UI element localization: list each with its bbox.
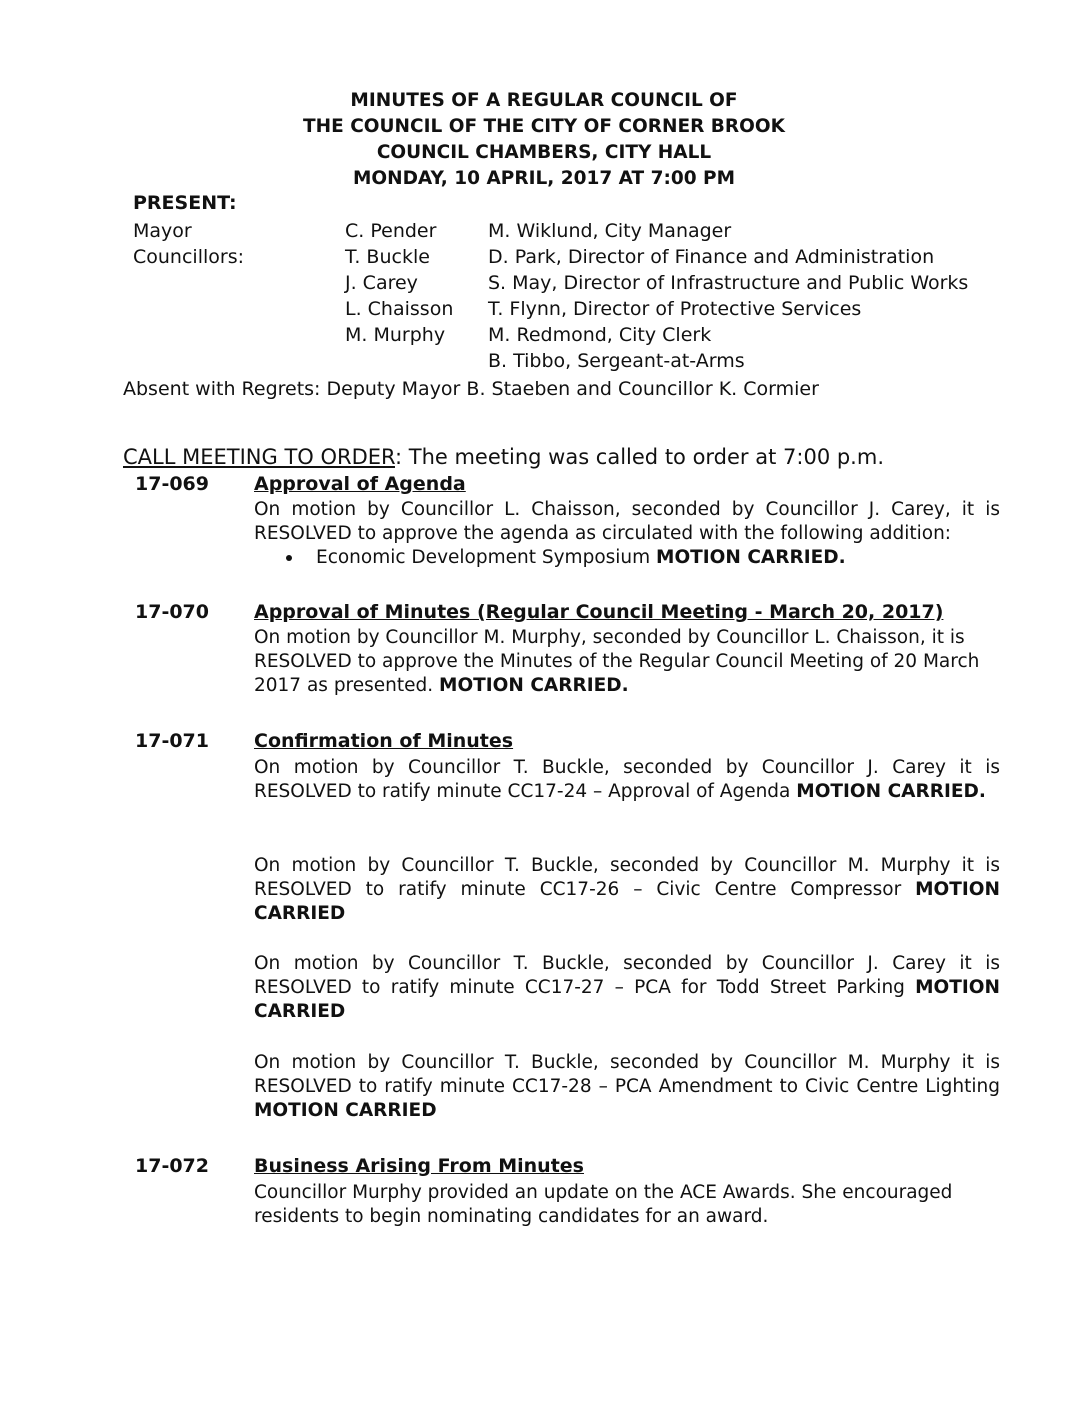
staff-entry: D. Park, Director of Finance and Administration xyxy=(488,246,935,268)
motion-text: On motion by Councillor T. Buckle, seconded by Councillor M. Murphy it is RESOLVED to ratify minute CC17-26 – Civic Centre Compressor xyxy=(254,855,1000,900)
item-title: Confirmation of Minutes xyxy=(254,730,514,752)
role-councillors: Councillors: xyxy=(133,246,244,268)
header-line-3: COUNCIL CHAMBERS, CITY HALL xyxy=(376,142,712,163)
staff-entry: B. Tibbo, Sergeant-at-Arms xyxy=(488,350,745,372)
motion-result: MOTION CARRIED xyxy=(254,879,1000,924)
motion-text: On motion by Councillor L. Chaisson, seconded by Councillor J. Carey, it is RESOLVED to approve the agenda as circulated with the following addition: xyxy=(254,499,1000,544)
motion-result: MOTION CARRIED xyxy=(254,1100,437,1121)
bullet-icon xyxy=(286,555,292,561)
role-mayor: Mayor xyxy=(133,220,192,242)
member-name: C. Pender xyxy=(345,220,437,242)
item-text: Councillor Murphy provided an update on the ACE Awards. She encouraged residents to begin nominating candidates for an award. xyxy=(254,1182,953,1227)
item-body xyxy=(254,1051,1000,1123)
motion-text: On motion by Councillor T. Buckle, seconded by Councillor J. Carey it is RESOLVED to ratify minute CC17-27 – PCA for Todd Street Parking xyxy=(254,953,1000,998)
document-header xyxy=(0,88,1088,192)
motion-text: On motion by Councillor T. Buckle, seconded by Councillor J. Carey it is RESOLVED to ratify minute CC17-24 – Approval of Agenda xyxy=(254,757,1000,802)
item-body xyxy=(254,498,1000,546)
motion-result: MOTION CARRIED xyxy=(254,977,1000,1022)
agenda-addition xyxy=(286,547,846,568)
item-number: 17-071 xyxy=(135,730,209,752)
motion-result: MOTION CARRIED. xyxy=(656,547,846,568)
members-column xyxy=(345,218,453,348)
header-line-1: MINUTES OF A REGULAR COUNCIL OF xyxy=(350,90,738,111)
item-title: Approval of Agenda xyxy=(254,473,466,495)
member-name: J. Carey xyxy=(345,272,418,294)
motion-text: On motion by Councillor T. Buckle, seconded by Councillor M. Murphy it is RESOLVED to ratify minute CC17-28 – PCA Amendment to Civic Centre Lighting xyxy=(254,1052,1000,1097)
member-name: T. Buckle xyxy=(345,246,430,268)
item-number: 17-070 xyxy=(135,601,209,623)
staff-entry: M. Redmond, City Clerk xyxy=(488,324,712,346)
motion-result: MOTION CARRIED. xyxy=(796,781,986,802)
call-to-order-label: CALL MEETING TO ORDER xyxy=(123,445,395,469)
item-body xyxy=(254,1181,1000,1229)
item-title: Business Arising From Minutes xyxy=(254,1155,584,1177)
item-body xyxy=(254,626,1000,698)
header-line-2: THE COUNCIL OF THE CITY OF CORNER BROOK xyxy=(303,116,785,137)
staff-entry: M. Wiklund, City Manager xyxy=(488,220,732,242)
staff-column xyxy=(488,218,968,374)
roles-column xyxy=(133,218,244,270)
item-title: Approval of Minutes (Regular Council Meeting - March 20, 2017) xyxy=(254,601,944,623)
absent-line: Absent with Regrets: Deputy Mayor B. Staeben and Councillor K. Cormier xyxy=(123,378,819,400)
member-name: L. Chaisson xyxy=(345,298,454,320)
call-to-order xyxy=(123,445,884,469)
item-body xyxy=(254,952,1000,1024)
item-number: 17-069 xyxy=(135,473,209,495)
motion-result: MOTION CARRIED. xyxy=(439,675,629,696)
item-number: 17-072 xyxy=(135,1155,209,1177)
bullet-text: Economic Development Symposium xyxy=(316,547,651,568)
staff-entry: T. Flynn, Director of Protective Services xyxy=(488,298,862,320)
item-body xyxy=(254,756,1000,804)
present-label: PRESENT: xyxy=(133,192,237,214)
call-to-order-text: : The meeting was called to order at 7:00 p.m. xyxy=(394,445,884,469)
item-body xyxy=(254,854,1000,926)
motion-text: On motion by Councillor M. Murphy, seconded by Councillor L. Chaisson, it is RESOLVED to approve the Minutes of the Regular Council Meeting of 20 March 2017 as presented. xyxy=(254,627,980,696)
staff-entry: S. May, Director of Infrastructure and Public Works xyxy=(488,272,969,294)
header-line-4: MONDAY, 10 APRIL, 2017 AT 7:00 PM xyxy=(352,168,736,189)
member-name: M. Murphy xyxy=(345,324,446,346)
